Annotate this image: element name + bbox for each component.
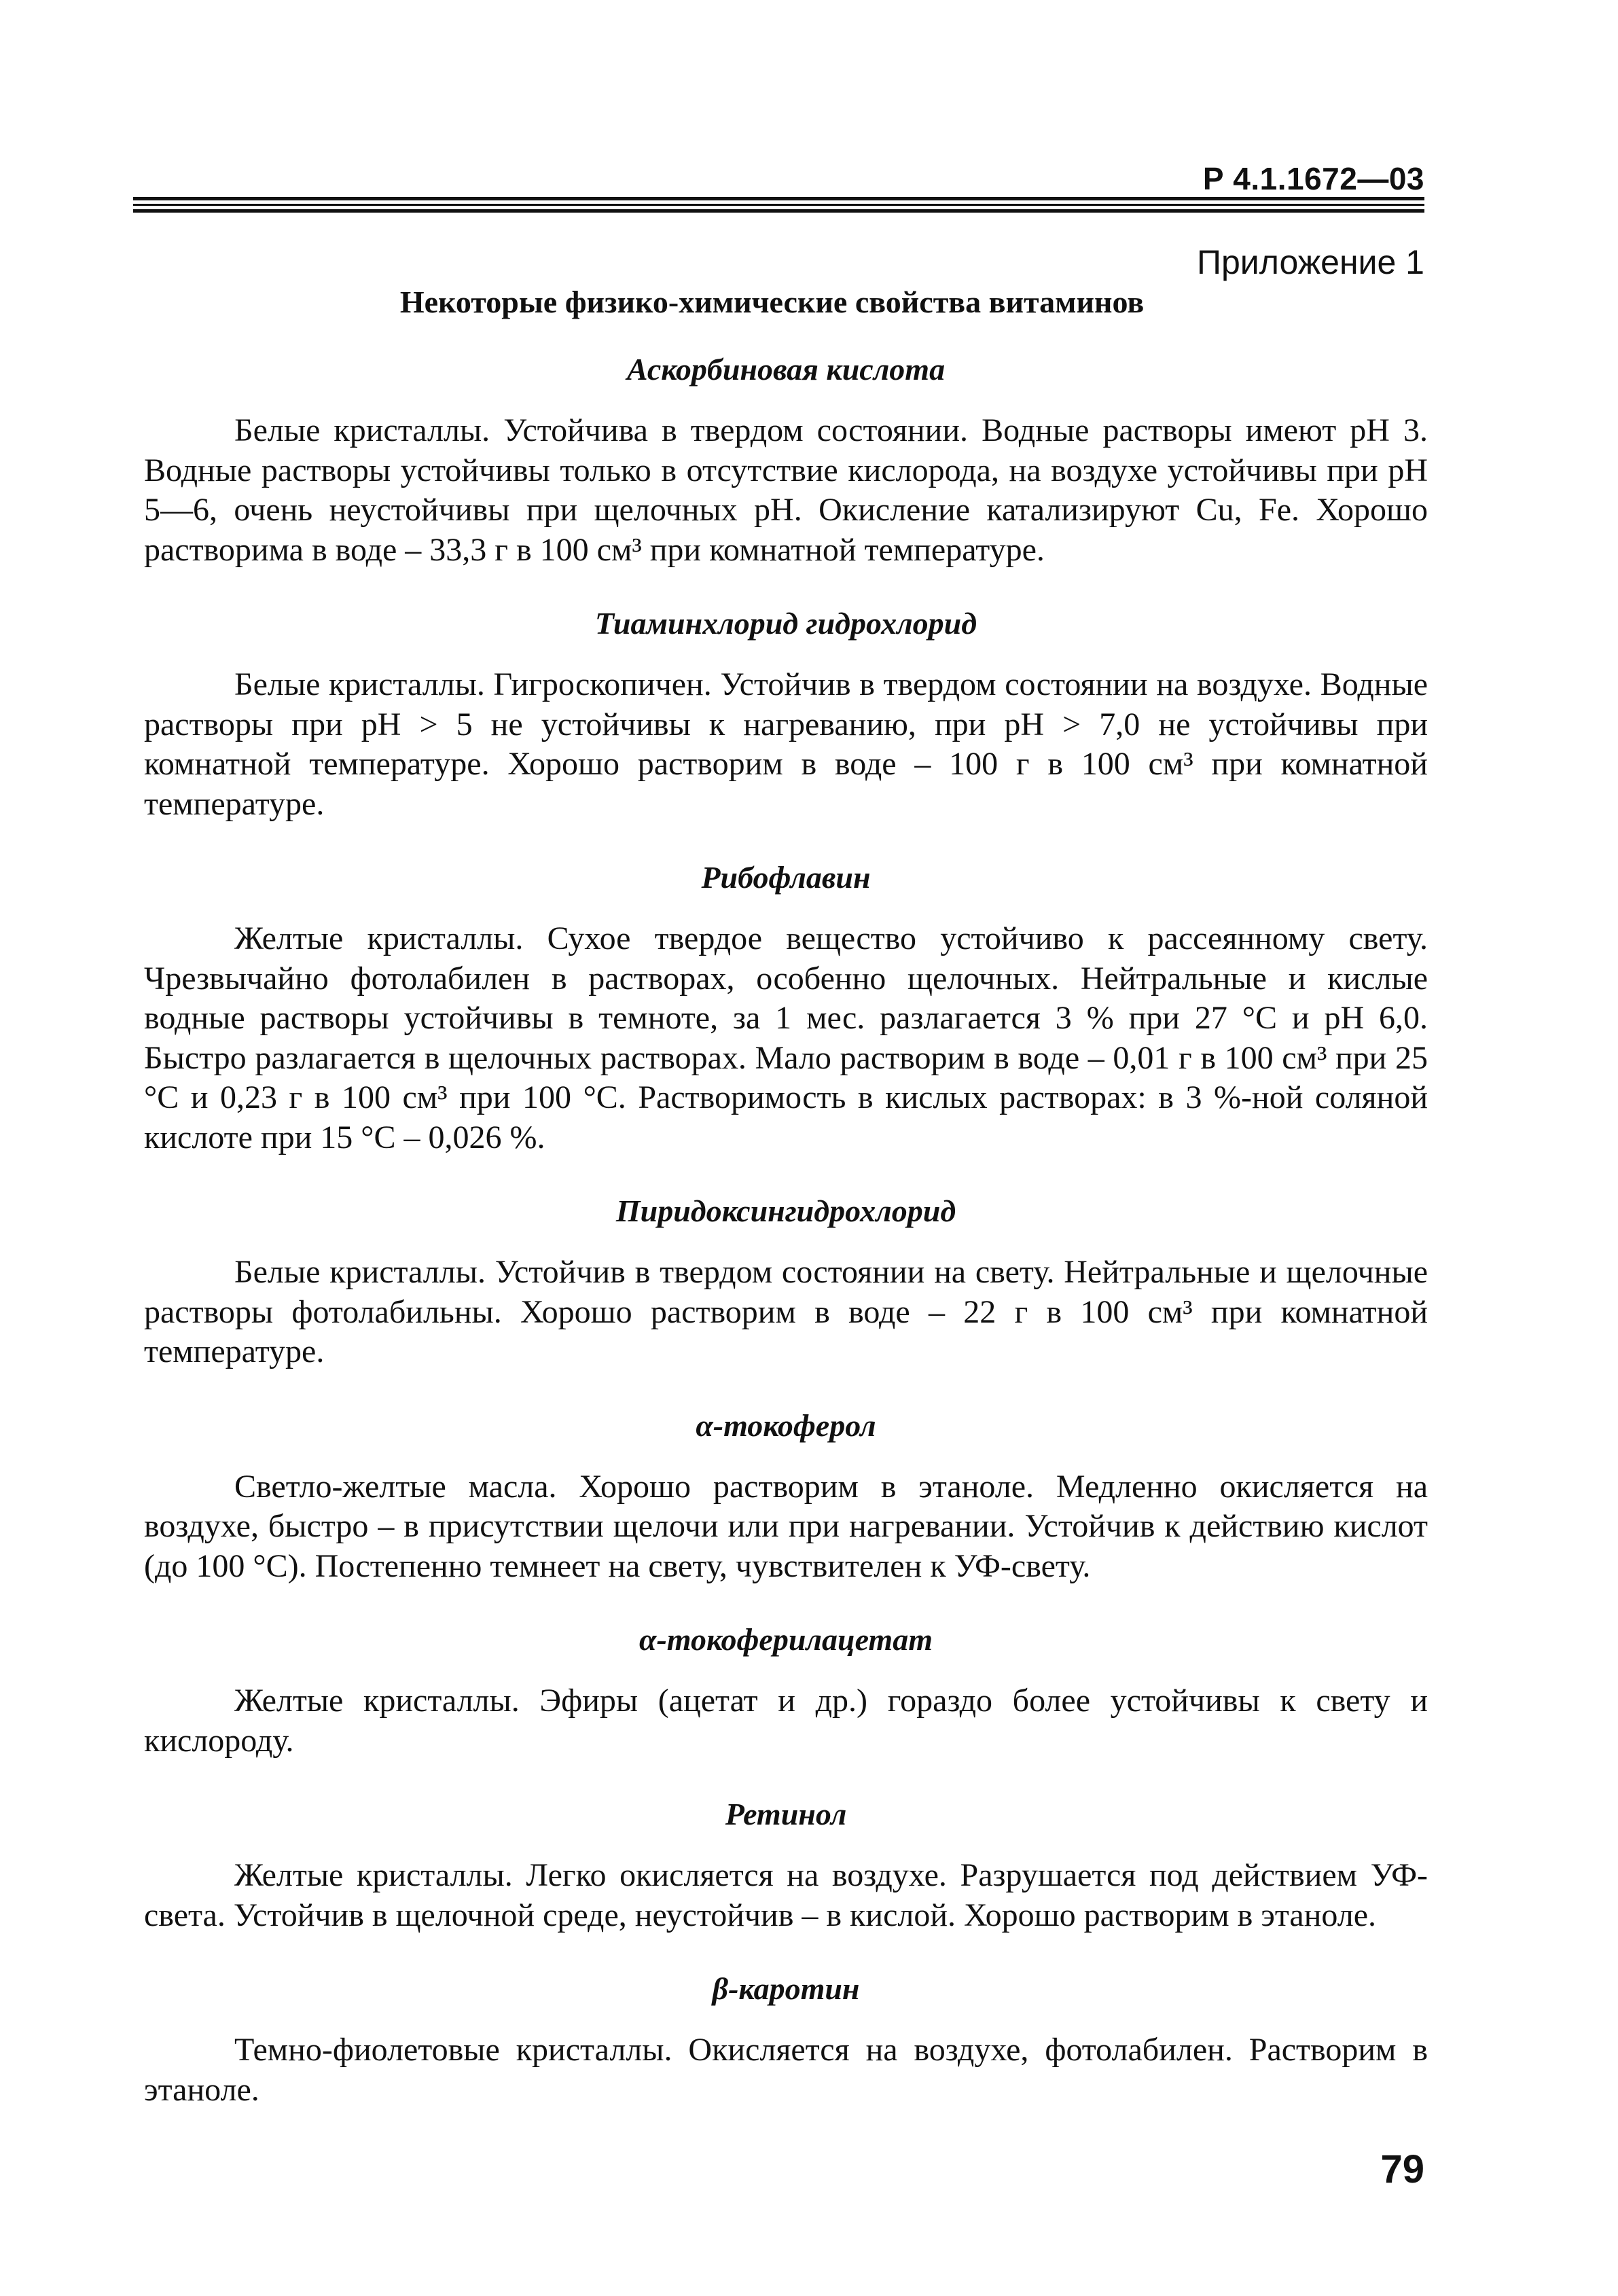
section-title: Рибофлавин	[701, 860, 871, 895]
section-beta-carotene	[144, 1969, 1428, 2110]
section-title: Аскорбиновая кислота	[626, 352, 946, 387]
section-title: α-токоферилацетат	[639, 1622, 933, 1657]
section-retinol	[144, 1795, 1428, 1935]
sections-container	[144, 350, 1428, 2144]
section-riboflavin	[144, 858, 1428, 1158]
header-rule-line	[133, 204, 1424, 206]
section-title: Пиридоксингидрохлорид	[615, 1194, 956, 1228]
appendix-label: Приложение 1	[1197, 243, 1424, 281]
section-body: Белые кристаллы. Гигроскопичен. Устойчив в твердом состоянии на воздухе. Водные растворы при pH > 5 не устойчивы к нагреванию, при pH > 7,0 не устойчивы при комнатной температуре. Хорошо растворим в воде – 100 г в 100 см³ при комнатной температуре.	[144, 666, 1428, 822]
section-title: Ретинол	[725, 1797, 847, 1831]
document-code: Р 4.1.1672—03	[1202, 161, 1424, 196]
section-body: Белые кристаллы. Устойчива в твердом состоянии. Водные растворы имеют pH 3. Водные растворы устойчивы только в отсутствие кислорода, на воздухе устойчивы при pH 5—6, очень неустойчивы при щелочных pH. Окисление катализируют Cu, Fe. Хорошо растворима в воде – 33,3 г в 100 см³ при комнатной температуре.	[144, 412, 1428, 568]
section-body: Белые кристаллы. Устойчив в твердом состоянии на свету. Нейтральные и щелочные растворы фотолабильны. Хорошо растворим в воде – 22 г в 100 см³ при комнатной температуре.	[144, 1254, 1428, 1369]
section-tocopherol	[144, 1406, 1428, 1587]
page-number: 79	[1380, 2147, 1424, 2191]
section-title: β-каротин	[712, 1971, 860, 2006]
section-tocopheryl-acetate	[144, 1620, 1428, 1761]
section-body: Темно-фиолетовые кристаллы. Окисляется на воздухе, фотолабилен. Растворим в этаноле.	[144, 2032, 1428, 2108]
header-rule	[133, 197, 1424, 216]
section-title: α-токоферол	[696, 1407, 876, 1443]
page-title: Некоторые физико-химические свойства витаминов	[399, 285, 1145, 319]
section-body: Желтые кристаллы. Эфиры (ацетат и др.) гораздо более устойчивы к свету и кислороду.	[144, 1683, 1428, 1759]
section-pyridoxine	[144, 1191, 1428, 1372]
section-ascorbic-acid	[144, 350, 1428, 570]
header-rule-line	[133, 197, 1424, 200]
section-body: Желтые кристаллы. Сухое твердое вещество устойчиво к рассеянному свету. Чрезвычайно фотолабилен в растворах, особенно щелочных. Нейтральные и кислые водные растворы устойчивы в темноте, за 1 мес. разлагается 3 % при 27 °С и pH 6,0. Быстро разлагается в щелочных растворах. Мало растворим в воде – 0,01 г в 100 см³ при 25 °С и 0,23 г в 100 см³ при 100 °С. Растворимость в кислых растворах: в 3 %-ной соляной кислоте при 15 °С – 0,026 %.	[144, 920, 1428, 1155]
section-thiamine	[144, 604, 1428, 824]
section-title: Тиаминхлорид гидрохлорид	[594, 606, 977, 641]
header-rule-line	[133, 209, 1424, 213]
section-body: Светло-желтые масла. Хорошо растворим в этаноле. Медленно окисляется на воздухе, быстро – в присутствии щелочи или при нагревании. Устойчив к действию кислот (до 100 °С). Постепенно темнеет на свету, чувствителен к УФ-свету.	[144, 1468, 1428, 1584]
section-body: Желтые кристаллы. Легко окисляется на воздухе. Разрушается под действием УФ-света. Устойчив в щелочной среде, неустойчив – в кислой. Хорошо растворим в этаноле.	[144, 1857, 1428, 1933]
